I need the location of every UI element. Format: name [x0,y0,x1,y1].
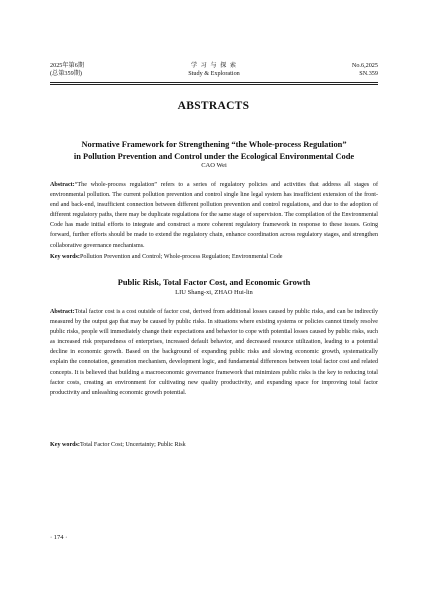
article-2-keywords-label: Key words: [50,442,80,448]
article-2-title [50,277,378,289]
running-head [50,62,378,84]
article-1-keywords [50,253,378,262]
article-1-keywords-text: Pollution Prevention and Control; Whole-process Regulation; Environmental Code [79,254,283,260]
journal-name-en: Study & Exploration [188,70,240,77]
journal-name-cn: 学 习 与 探 索 [190,62,238,69]
article-1-abstract-label: Abstract: [50,182,75,188]
article-1-title [50,139,378,162]
article-1-authors: CAO Wei [201,162,227,169]
article-2-keywords [50,441,378,450]
issue-line-1: 2025年第6期 [50,62,85,69]
header-rule-thin [50,84,378,85]
article-2-keywords-text: Total Factor Cost; Uncertainty; Public Risk [79,442,186,448]
article-2-title-line-1: Public Risk, Total Factor Cost, and Economic Growth [117,278,311,287]
article-1-title-line-1: Normative Framework for Strengthening “the Whole-process Regulation” [81,140,347,149]
journal-name [50,62,378,78]
serial-info [352,62,378,78]
serial-number: SN.359 [359,70,378,77]
page-number: · 174 · [50,534,68,541]
section-title: ABSTRACTS [177,100,250,112]
article-1-abstract [50,180,378,251]
article-1-title-line-2: in Pollution Prevention and Control under the Ecological Environmental Code [73,151,355,161]
header-rule [50,82,378,83]
article-2-abstract-text: Total factor cost is a cost outside of factor cost, derived from additional losses caused by public risks, and can be indirectly measured by the output gap that may be caused by public risks. In situations where existing systems or policies cannot timely resolve public risks, people will immediately change their expectations and behavior to cope with potential losses caused by public risks, such as increased risk preparedness of enterprises, increased default behavior, and decreased resource utilization, leading to a potential decline in economic growth. Based on the background of expanding public risks and slowing economic growth, systematically explain the connotation, generation mechanism, development logic, and fundamental differences between total factor cost and related concepts. It is believed that building a macroeconomic governance framework that minimizes public risks is the key to reducing total factor costs, creating an environment for cultivating new quality productivity, and expanding space for improving total factor productivity and unleashing economic growth potential. [50,309,378,396]
article-1-keywords-label: Key words: [50,254,80,260]
issue-line-2: (总第359期) [50,70,82,77]
issue-number: No.6,2025 [351,62,378,69]
article-2-abstract-label: Abstract: [50,309,75,315]
article-2-abstract [50,307,378,398]
article-2-authors: LIU Shang-xi, ZHAO Hui-lin [175,289,253,296]
article-1-abstract-text: “The whole-process regulation” refers to a series of regulatory policies and activities that address all stages of environmental pollution. The current pollution prevention and control single line legal system has insufficient extension of the front-end and back-end, insufficient connection between different pollution prevention and control regulations, and due to the adoption of different regulatory paths, there may be duplicate regulations for the same stage of supervision. The compilation of the Environmental Code has made initial efforts to integrate and construct a more coherent regulatory framework in response to these issues. Going forward, further efforts should be made to extend the regulatory chain, enhance coordination across regulatory stages, and strengthen collaborative governance mechanisms. [50,182,378,249]
